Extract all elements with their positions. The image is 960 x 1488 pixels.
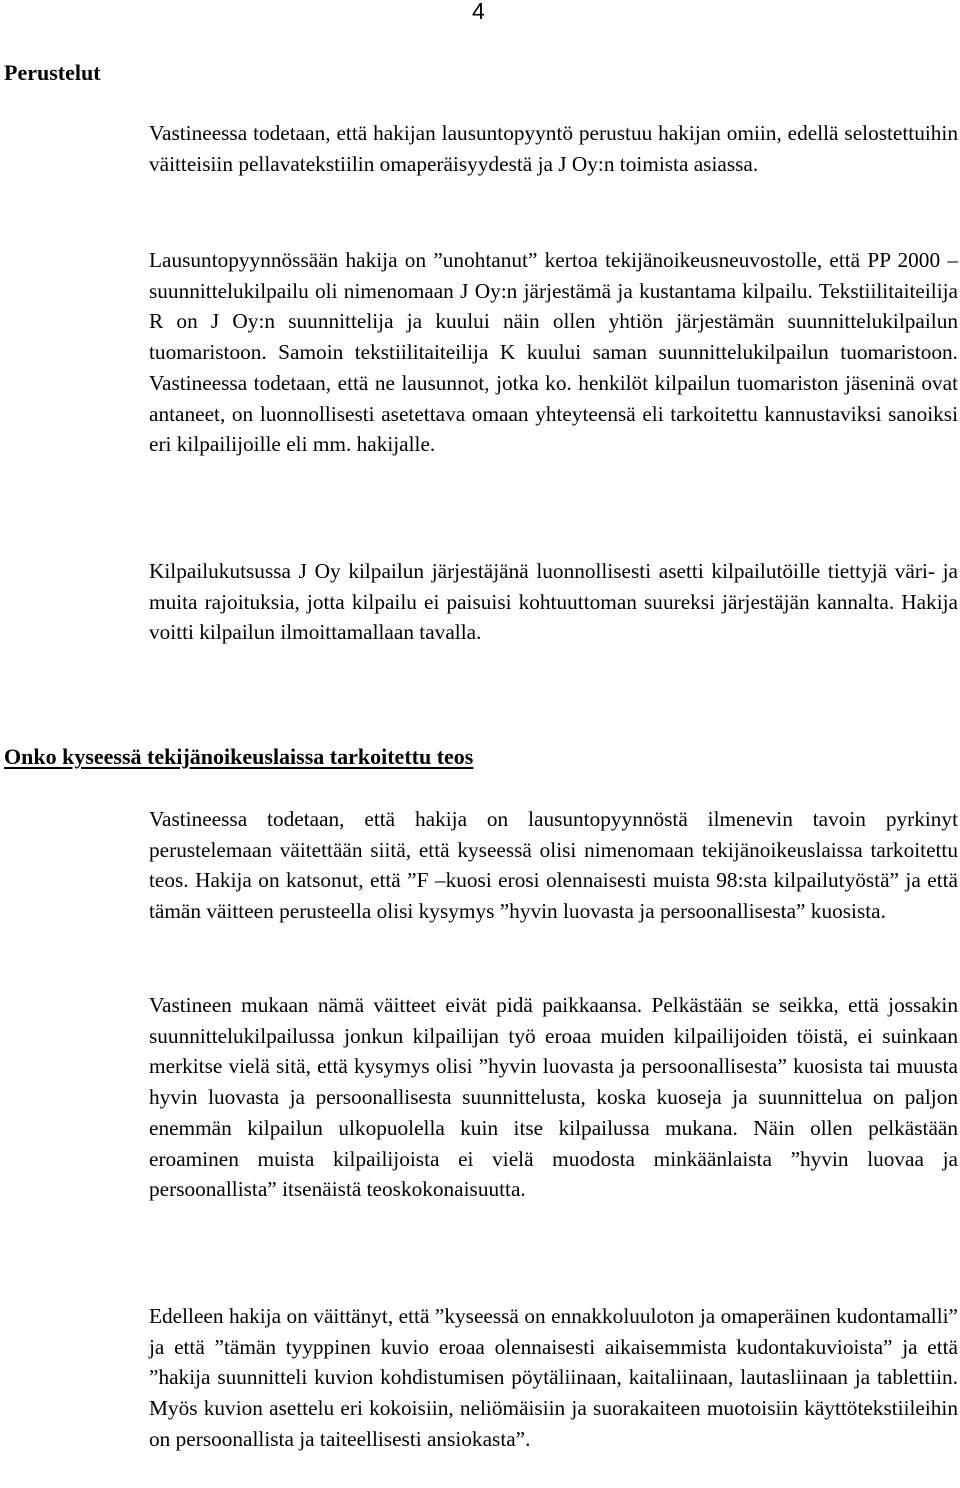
paragraph: Lausuntopyynnössään hakija on ”unohtanut” kertoa tekijänoikeusneuvostolle, että PP 2000 –suunnittelukilpailu oli nimenomaan J Oy:n järjestämä ja kustantama kilpailu. Tekstiilitaiteilija R on J Oy:n suunnittelija ja kuului näin ollen yhtiön järjestämän suunnittelukilpailun tuomaristoon. Samoin tekstiilitaiteilija K kuului saman suunnittelukilpailun tuomaristoon. Vastineessa todetaan, että ne lausunnot, jotka ko. henkilöt kilpailun tuomariston jäseninä ovat antaneet, on luonnollisesti asetettava omaan yhteyteensä eli tarkoitettu kannustaviksi sanoiksi eri kilpailijoille eli mm. hakijalle. [149, 248, 958, 457]
page-number: 4 [472, 0, 485, 24]
paragraph: Edelleen hakija on väittänyt, että ”kyseessä on ennakkoluuloton ja omaperäinen kudontamalli” ja että ”tämän tyyppinen kuvio eroaa olennaisesti aikaisemmista kudontakuvioista” ja että ”hakija suunnitteli kuvion kohdistumisen pöytäliinaan, kaitaliinaan, lautasliinaan ja tablettiin. Myös kuvion asettelu eri kokoisiin, neliömäisiin ja suorakaiteen muotoisiin käyttötekstiileihin on persoonallista ja taiteellisesti ansiokasta”. [149, 1304, 958, 1451]
paragraph: Kilpailukutsussa J Oy kilpailun järjestäjänä luonnollisesti asetti kilpailutöille tiettyjä väri- ja muita rajoituksia, jotta kilpailu ei paisuisi kohtuuttoman suureksi järjestäjän kannalta. Hakija voitti kilpailun ilmoittamallaan tavalla. [149, 559, 958, 645]
paragraph: Vastineessa todetaan, että hakijan lausuntopyyntö perustuu hakijan omiin, edellä selostettuihin väitteisiin pellavatekstiilin omaperäisyydestä ja J Oy:n toimista asiassa. [149, 121, 958, 176]
paragraph: Vastineen mukaan nämä väitteet eivät pidä paikkaansa. Pelkästään se seikka, että jossakin suunnittelukilpailussa jonkun kilpailijan työ eroaa muiden kilpailijoiden töistä, ei suinkaan merkitse vielä sitä, että kysymys olisi ”hyvin luovasta ja persoonallisesta” kuosista tai muusta hyvin luovasta ja persoonallisesta suunnittelusta, koska kuoseja ja suunnittelua on paljon enemmän kilpailun ulkopuolella kuin itse kilpailussa mukana. Näin ollen pelkästään eroaminen muista kilpailijoista ei vielä muodosta minkäänlaista ”hyvin luovaa ja persoonallista” itsenäistä teoskokonaisuutta. [149, 993, 958, 1202]
section-heading-perustelut: Perustelut [4, 60, 101, 85]
section-heading-teos: Onko kyseessä tekijänoikeuslaissa tarkoitettu teos [4, 744, 474, 769]
paragraph: Vastineessa todetaan, että hakija on lausuntopyynnöstä ilmenevin tavoin pyrkinyt perustelemaan väitettään siitä, että kyseessä olisi nimenomaan tekijänoikeuslaissa tarkoitettu teos. Hakija on katsonut, että ”F –kuosi erosi olennaisesti muista 98:sta kilpailutyöstä” ja että tämän väitteen perusteella olisi kysymys ”hyvin luovasta ja persoonallisesta” kuosista. [149, 807, 958, 924]
